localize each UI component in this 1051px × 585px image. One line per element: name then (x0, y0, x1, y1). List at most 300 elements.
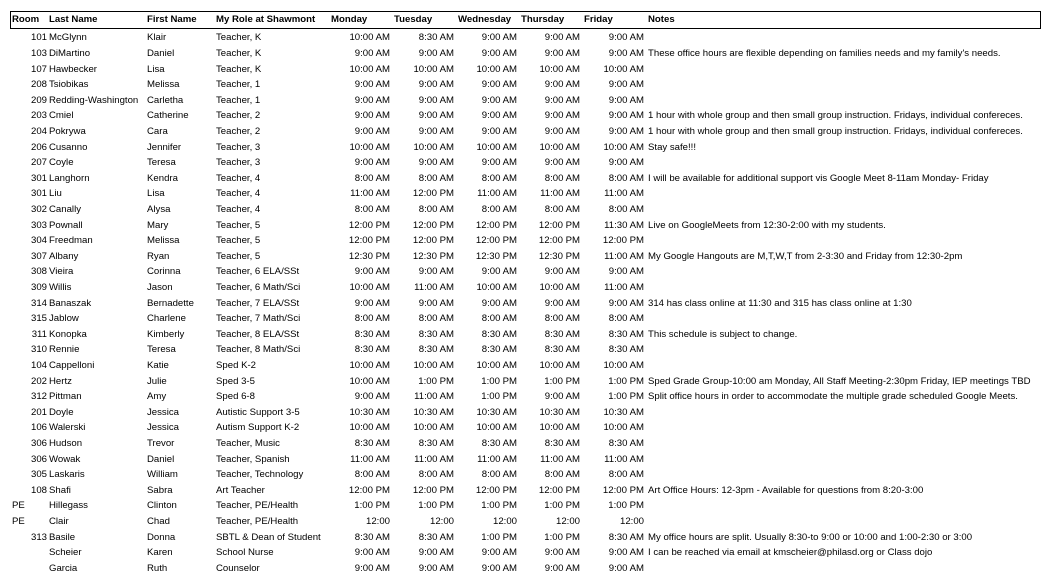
cell-first: Jessica (147, 406, 179, 418)
cell-room: 303 (30, 219, 47, 231)
cell-role: Teacher, 5 (216, 235, 261, 247)
cell-last: Laskaris (49, 469, 85, 481)
table-row (0, 561, 1051, 577)
cell-tue: 9:00 AM (418, 47, 454, 59)
cell-mon: 8:00 AM (354, 203, 390, 215)
cell-thu: 9:00 AM (544, 79, 580, 91)
cell-wed: 9:00 AM (481, 110, 517, 122)
cell-wed: 8:30 AM (481, 328, 517, 340)
cell-role: Teacher, 8 ELA/SSt (216, 328, 300, 340)
cell-role: Teacher, 7 Math/Sci (216, 313, 301, 325)
cell-mon: 9:00 AM (354, 297, 390, 309)
table-row (0, 124, 1051, 140)
cell-fri: 10:00 AM (603, 141, 644, 153)
cell-fri: 8:30 AM (608, 437, 644, 449)
cell-last: Pokrywa (49, 125, 86, 137)
cell-last: Coyle (49, 157, 74, 169)
cell-thu: 10:00 AM (539, 141, 580, 153)
cell-last: McGlynn (49, 32, 87, 44)
cell-last: Wowak (49, 453, 81, 465)
cell-tue: 9:00 AM (418, 94, 454, 106)
cell-role: Teacher, 3 (216, 157, 261, 169)
cell-tue: 11:00 AM (414, 453, 454, 465)
table-row (0, 436, 1051, 452)
cell-role: Autism Support K-2 (216, 422, 300, 434)
cell-tue: 12:30 PM (412, 250, 454, 262)
cell-fri: 9:00 AM (608, 79, 644, 91)
cell-wed: 10:00 AM (476, 359, 517, 371)
cell-last: Banaszak (49, 297, 92, 309)
cell-fri: 11:00 AM (604, 250, 644, 262)
cell-last: Langhorn (49, 172, 90, 184)
cell-fri: 11:00 AM (604, 281, 644, 293)
cell-notes: 314 has class online at 11:30 and 315 has class online at 1:30 (648, 297, 912, 309)
cell-role: Teacher, PE/Health (216, 500, 299, 512)
table-row (0, 280, 1051, 296)
cell-thu: 8:30 AM (544, 344, 580, 356)
cell-tue: 9:00 AM (418, 266, 454, 278)
cell-fri: 10:30 AM (603, 406, 644, 418)
cell-fri: 8:30 AM (608, 344, 644, 356)
cell-role: SBTL & Dean of Student (216, 531, 321, 543)
cell-thu: 12:00 PM (538, 484, 580, 496)
table-row (0, 155, 1051, 171)
cell-wed: 8:30 AM (481, 437, 517, 449)
cell-fri: 8:30 AM (608, 531, 644, 543)
cell-last: Basile (49, 531, 76, 543)
cell-mon: 9:00 AM (354, 47, 390, 59)
cell-first: Daniel (147, 453, 175, 465)
header-thursday: Thursday (521, 14, 565, 25)
cell-last: Pittman (49, 391, 82, 403)
cell-thu: 9:00 AM (544, 47, 580, 59)
cell-mon: 8:30 AM (354, 328, 390, 340)
cell-thu: 11:00 AM (540, 453, 580, 465)
cell-notes: My office hours are split. Usually 8:30-to 9:00 or 10:00 and 1:00-2:30 or 3:00 (648, 531, 973, 543)
cell-room: 103 (30, 47, 47, 59)
cell-mon: 11:00 AM (350, 188, 390, 200)
header-notes: Notes (648, 14, 675, 25)
cell-role: Teacher, 1 (216, 94, 261, 106)
table-row (0, 186, 1051, 202)
cell-notes: My Google Hangouts are M,T,W,T from 2-3:30 and Friday from 12:30-2pm (648, 250, 963, 262)
cell-notes: Stay safe!!! (648, 141, 696, 153)
cell-thu: 9:00 AM (544, 562, 580, 574)
cell-role: Teacher, 2 (216, 125, 261, 137)
cell-first: Daniel (147, 47, 175, 59)
cell-mon: 9:00 AM (354, 79, 390, 91)
cell-role: Teacher, 4 (216, 203, 261, 215)
cell-tue: 9:00 AM (418, 157, 454, 169)
cell-room: 305 (30, 469, 47, 481)
cell-wed: 9:00 AM (481, 125, 517, 137)
cell-fri: 9:00 AM (608, 125, 644, 137)
cell-mon: 10:00 AM (349, 281, 390, 293)
cell-wed: 10:30 AM (476, 406, 517, 418)
cell-role: Teacher, Music (216, 437, 280, 449)
table-row (0, 420, 1051, 436)
cell-role: Teacher, PE/Health (216, 515, 299, 527)
cell-fri: 8:00 AM (608, 203, 644, 215)
cell-mon: 9:00 AM (354, 562, 390, 574)
cell-room: 301 (30, 172, 47, 184)
table-row (0, 498, 1051, 514)
cell-mon: 9:00 AM (354, 157, 390, 169)
cell-wed: 11:00 AM (477, 188, 517, 200)
cell-wed: 1:00 PM (481, 391, 517, 403)
cell-last: Pownall (49, 219, 83, 231)
cell-tue: 10:00 AM (413, 422, 454, 434)
cell-tue: 10:30 AM (413, 406, 454, 418)
cell-mon: 8:30 AM (354, 531, 390, 543)
cell-role: Teacher, 4 (216, 188, 261, 200)
cell-thu: 9:00 AM (544, 157, 580, 169)
table-row (0, 545, 1051, 561)
cell-first: Catherine (147, 110, 189, 122)
cell-thu: 1:00 PM (544, 500, 580, 512)
cell-thu: 9:00 AM (544, 266, 580, 278)
cell-notes: Art Office Hours: 12-3pm - Available for questions from 8:20-3:00 (648, 484, 924, 496)
cell-role: Counselor (216, 562, 260, 574)
cell-role: Teacher, 1 (216, 79, 261, 91)
cell-tue: 10:00 AM (413, 141, 454, 153)
cell-wed: 11:00 AM (477, 453, 517, 465)
cell-wed: 8:30 AM (481, 344, 517, 356)
cell-tue: 8:30 AM (418, 437, 454, 449)
cell-first: Katie (147, 359, 169, 371)
cell-first: Kimberly (147, 328, 185, 340)
cell-tue: 1:00 PM (418, 375, 454, 387)
cell-fri: 9:00 AM (608, 547, 644, 559)
cell-fri: 10:00 AM (603, 422, 644, 434)
cell-wed: 9:00 AM (481, 562, 517, 574)
cell-role: Teacher, 6 ELA/SSt (216, 266, 300, 278)
cell-first: Lisa (147, 63, 165, 75)
table-row (0, 140, 1051, 156)
cell-room: 301 (30, 188, 47, 200)
cell-last: Freedman (49, 235, 93, 247)
cell-last: Rennie (49, 344, 80, 356)
cell-role: Sped 3-5 (216, 375, 255, 387)
cell-role: Teacher, 7 ELA/SSt (216, 297, 300, 309)
cell-last: Cmiel (49, 110, 74, 122)
cell-room: 315 (30, 313, 47, 325)
cell-mon: 12:00 (365, 515, 390, 527)
header-room: Room (12, 14, 40, 25)
cell-first: Klair (147, 32, 167, 44)
header-wednesday: Wednesday (458, 14, 512, 25)
cell-mon: 8:00 AM (354, 172, 390, 184)
cell-tue: 10:00 AM (413, 63, 454, 75)
cell-first: Teresa (147, 344, 176, 356)
header-role: My Role at Shawmont (216, 14, 316, 25)
cell-thu: 9:00 AM (544, 297, 580, 309)
cell-role: Teacher, 5 (216, 250, 261, 262)
cell-notes: This schedule is subject to change. (648, 328, 798, 340)
cell-thu: 12:00 PM (538, 235, 580, 247)
cell-tue: 1:00 PM (418, 500, 454, 512)
cell-mon: 8:30 AM (354, 344, 390, 356)
cell-wed: 8:00 AM (481, 203, 517, 215)
cell-first: Melissa (147, 235, 180, 247)
cell-notes: 1 hour with whole group and then small group instruction. Fridays, individual confereces. (648, 125, 1023, 137)
table-row (0, 342, 1051, 358)
cell-thu: 10:30 AM (539, 406, 580, 418)
cell-wed: 8:00 AM (481, 469, 517, 481)
table-row (0, 218, 1051, 234)
header-monday: Monday (331, 14, 368, 25)
cell-room: 306 (30, 437, 47, 449)
cell-thu: 8:00 AM (544, 203, 580, 215)
cell-first: Lisa (147, 188, 165, 200)
cell-room: 208 (30, 79, 47, 91)
table-row (0, 374, 1051, 390)
cell-thu: 8:30 AM (544, 437, 580, 449)
cell-wed: 8:00 AM (481, 313, 517, 325)
cell-tue: 12:00 (429, 515, 454, 527)
header-friday: Friday (584, 14, 613, 25)
cell-fri: 9:00 AM (608, 562, 644, 574)
cell-wed: 10:00 AM (476, 281, 517, 293)
cell-mon: 11:00 AM (350, 453, 390, 465)
cell-last: Hillegass (49, 500, 88, 512)
cell-role: Teacher, 8 Math/Sci (216, 344, 301, 356)
cell-wed: 12:00 PM (475, 484, 517, 496)
cell-first: Clinton (147, 500, 177, 512)
cell-mon: 10:00 AM (349, 375, 390, 387)
cell-role: Sped 6-8 (216, 391, 255, 403)
cell-first: Julie (147, 375, 167, 387)
cell-fri: 8:30 AM (608, 328, 644, 340)
cell-room: 311 (31, 328, 47, 340)
cell-first: Chad (147, 515, 170, 527)
cell-room: 201 (30, 406, 47, 418)
cell-mon: 12:00 PM (348, 235, 390, 247)
cell-first: Alysa (147, 203, 171, 215)
cell-role: Teacher, 4 (216, 172, 261, 184)
table-row (0, 171, 1051, 187)
cell-room: 106 (30, 422, 47, 434)
cell-role: Teacher, 3 (216, 141, 261, 153)
cell-first: Amy (147, 391, 167, 403)
cell-last: Scheier (49, 547, 82, 559)
cell-room: 304 (30, 235, 47, 247)
cell-room: 104 (30, 359, 47, 371)
cell-first: Jennifer (147, 141, 182, 153)
cell-thu: 11:00 AM (540, 188, 580, 200)
cell-wed: 12:00 (492, 515, 517, 527)
cell-role: Teacher, 5 (216, 219, 261, 231)
cell-fri: 8:00 AM (608, 172, 644, 184)
cell-role: Autistic Support 3-5 (216, 406, 300, 418)
cell-first: Ryan (147, 250, 170, 262)
cell-fri: 1:00 PM (608, 391, 644, 403)
cell-mon: 10:30 AM (349, 406, 390, 418)
cell-tue: 9:00 AM (418, 562, 454, 574)
cell-room: 101 (30, 32, 47, 44)
cell-tue: 9:00 AM (418, 79, 454, 91)
cell-mon: 9:00 AM (354, 94, 390, 106)
cell-wed: 9:00 AM (481, 297, 517, 309)
cell-thu: 12:30 PM (538, 250, 580, 262)
cell-mon: 10:00 AM (349, 63, 390, 75)
table-row (0, 483, 1051, 499)
cell-notes: Sped Grade Group-10:00 am Monday, All Staff Meeting-2:30pm Friday, IEP meetings TBD (648, 375, 1031, 387)
cell-first: Jason (147, 281, 173, 293)
table-row (0, 296, 1051, 312)
cell-first: Melissa (147, 79, 180, 91)
cell-fri: 11:00 AM (604, 188, 644, 200)
cell-first: Bernadette (147, 297, 194, 309)
table-row (0, 358, 1051, 374)
cell-fri: 9:00 AM (608, 110, 644, 122)
cell-room: 202 (30, 375, 47, 387)
cell-tue: 11:00 AM (414, 391, 454, 403)
cell-tue: 8:00 AM (418, 469, 454, 481)
cell-thu: 10:00 AM (539, 63, 580, 75)
cell-mon: 1:00 PM (354, 500, 390, 512)
cell-wed: 1:00 PM (481, 375, 517, 387)
cell-first: Carletha (147, 94, 184, 106)
cell-wed: 12:00 PM (475, 219, 517, 231)
cell-mon: 10:00 AM (349, 32, 390, 44)
cell-thu: 8:00 AM (544, 469, 580, 481)
cell-tue: 8:00 AM (418, 313, 454, 325)
cell-last: Tsiobikas (49, 79, 89, 91)
cell-thu: 8:30 AM (544, 328, 580, 340)
cell-notes: 1 hour with whole group and then small group instruction. Fridays, individual confereces. (648, 110, 1023, 122)
cell-tue: 12:00 PM (412, 188, 454, 200)
cell-mon: 12:30 PM (348, 250, 390, 262)
cell-tue: 10:00 AM (413, 359, 454, 371)
cell-wed: 10:00 AM (476, 422, 517, 434)
cell-notes: I will be available for additional support vis Google Meet 8-11am Monday- Friday (648, 172, 989, 184)
cell-last: Clair (49, 515, 69, 527)
cell-last: Canally (49, 203, 81, 215)
cell-tue: 8:00 AM (418, 203, 454, 215)
cell-notes: Split office hours in order to accommodate the multiple grade scheduled Google Meets. (648, 391, 1018, 403)
cell-room: 206 (30, 141, 47, 153)
cell-wed: 9:00 AM (481, 547, 517, 559)
table-row (0, 467, 1051, 483)
table-row (0, 311, 1051, 327)
cell-fri: 9:00 AM (608, 297, 644, 309)
cell-mon: 8:00 AM (354, 469, 390, 481)
cell-last: Redding-Washington (49, 94, 139, 106)
cell-first: William (147, 469, 178, 481)
cell-first: Karen (147, 547, 173, 559)
cell-tue: 12:00 PM (412, 235, 454, 247)
cell-last: Hertz (49, 375, 72, 387)
cell-role: Teacher, 2 (216, 110, 261, 122)
cell-first: Jessica (147, 422, 179, 434)
cell-first: Trevor (147, 437, 175, 449)
cell-room: 313 (30, 531, 47, 543)
cell-last: Konopka (49, 328, 87, 340)
cell-last: Shafi (49, 484, 71, 496)
cell-wed: 1:00 PM (481, 500, 517, 512)
cell-wed: 8:00 AM (481, 172, 517, 184)
cell-first: Donna (147, 531, 176, 543)
cell-tue: 12:00 PM (412, 484, 454, 496)
cell-last: Willis (49, 281, 72, 293)
cell-thu: 9:00 AM (544, 94, 580, 106)
cell-first: Teresa (147, 157, 176, 169)
cell-room: 309 (30, 281, 47, 293)
cell-thu: 1:00 PM (544, 375, 580, 387)
cell-fri: 8:00 AM (608, 469, 644, 481)
cell-wed: 12:00 PM (475, 235, 517, 247)
table-row (0, 62, 1051, 78)
cell-thu: 8:00 AM (544, 172, 580, 184)
cell-room: 108 (30, 484, 47, 496)
cell-tue: 9:00 AM (418, 547, 454, 559)
cell-room: 310 (30, 344, 47, 356)
cell-room: 312 (30, 391, 47, 403)
cell-mon: 9:00 AM (354, 110, 390, 122)
cell-room: 306 (30, 453, 47, 465)
cell-role: School Nurse (216, 547, 274, 559)
cell-fri: 9:00 AM (608, 266, 644, 278)
cell-thu: 9:00 AM (544, 391, 580, 403)
cell-thu: 9:00 AM (544, 32, 580, 44)
cell-last: Albany (49, 250, 79, 262)
table-row (0, 327, 1051, 343)
table-row (0, 108, 1051, 124)
table-row (0, 93, 1051, 109)
cell-role: Teacher, Technology (216, 469, 304, 481)
cell-notes: Live on GoogleMeets from 12:30-2:00 with my students. (648, 219, 886, 231)
cell-fri: 11:30 AM (604, 219, 644, 231)
cell-fri: 11:00 AM (604, 453, 644, 465)
cell-thu: 10:00 AM (539, 422, 580, 434)
cell-last: Hudson (49, 437, 83, 449)
cell-fri: 10:00 AM (603, 63, 644, 75)
cell-mon: 9:00 AM (354, 547, 390, 559)
cell-last: Walerski (49, 422, 86, 434)
cell-first: Corinna (147, 266, 181, 278)
cell-wed: 9:00 AM (481, 79, 517, 91)
cell-fri: 12:00 PM (602, 484, 644, 496)
cell-last: Hawbecker (49, 63, 97, 75)
cell-room: PE (12, 500, 25, 512)
cell-tue: 8:00 AM (418, 172, 454, 184)
cell-wed: 9:00 AM (481, 47, 517, 59)
table-row (0, 249, 1051, 265)
cell-fri: 12:00 PM (602, 235, 644, 247)
table-row (0, 530, 1051, 546)
cell-mon: 9:00 AM (354, 391, 390, 403)
cell-notes: These office hours are flexible depending on families needs and my family's needs. (648, 47, 1001, 59)
header-tuesday: Tuesday (394, 14, 433, 25)
table-row (0, 202, 1051, 218)
cell-last: Liu (49, 188, 62, 200)
cell-room: 107 (30, 63, 47, 75)
table-row (0, 77, 1051, 93)
cell-role: Teacher, K (216, 63, 262, 75)
cell-room: 302 (30, 203, 47, 215)
cell-mon: 8:30 AM (354, 437, 390, 449)
cell-fri: 9:00 AM (608, 47, 644, 59)
cell-fri: 9:00 AM (608, 94, 644, 106)
cell-first: Sabra (147, 484, 173, 496)
cell-last: Doyle (49, 406, 74, 418)
cell-first: Charlene (147, 313, 186, 325)
cell-mon: 10:00 AM (349, 359, 390, 371)
cell-wed: 10:00 AM (476, 141, 517, 153)
cell-fri: 9:00 AM (608, 32, 644, 44)
table-row (0, 514, 1051, 530)
